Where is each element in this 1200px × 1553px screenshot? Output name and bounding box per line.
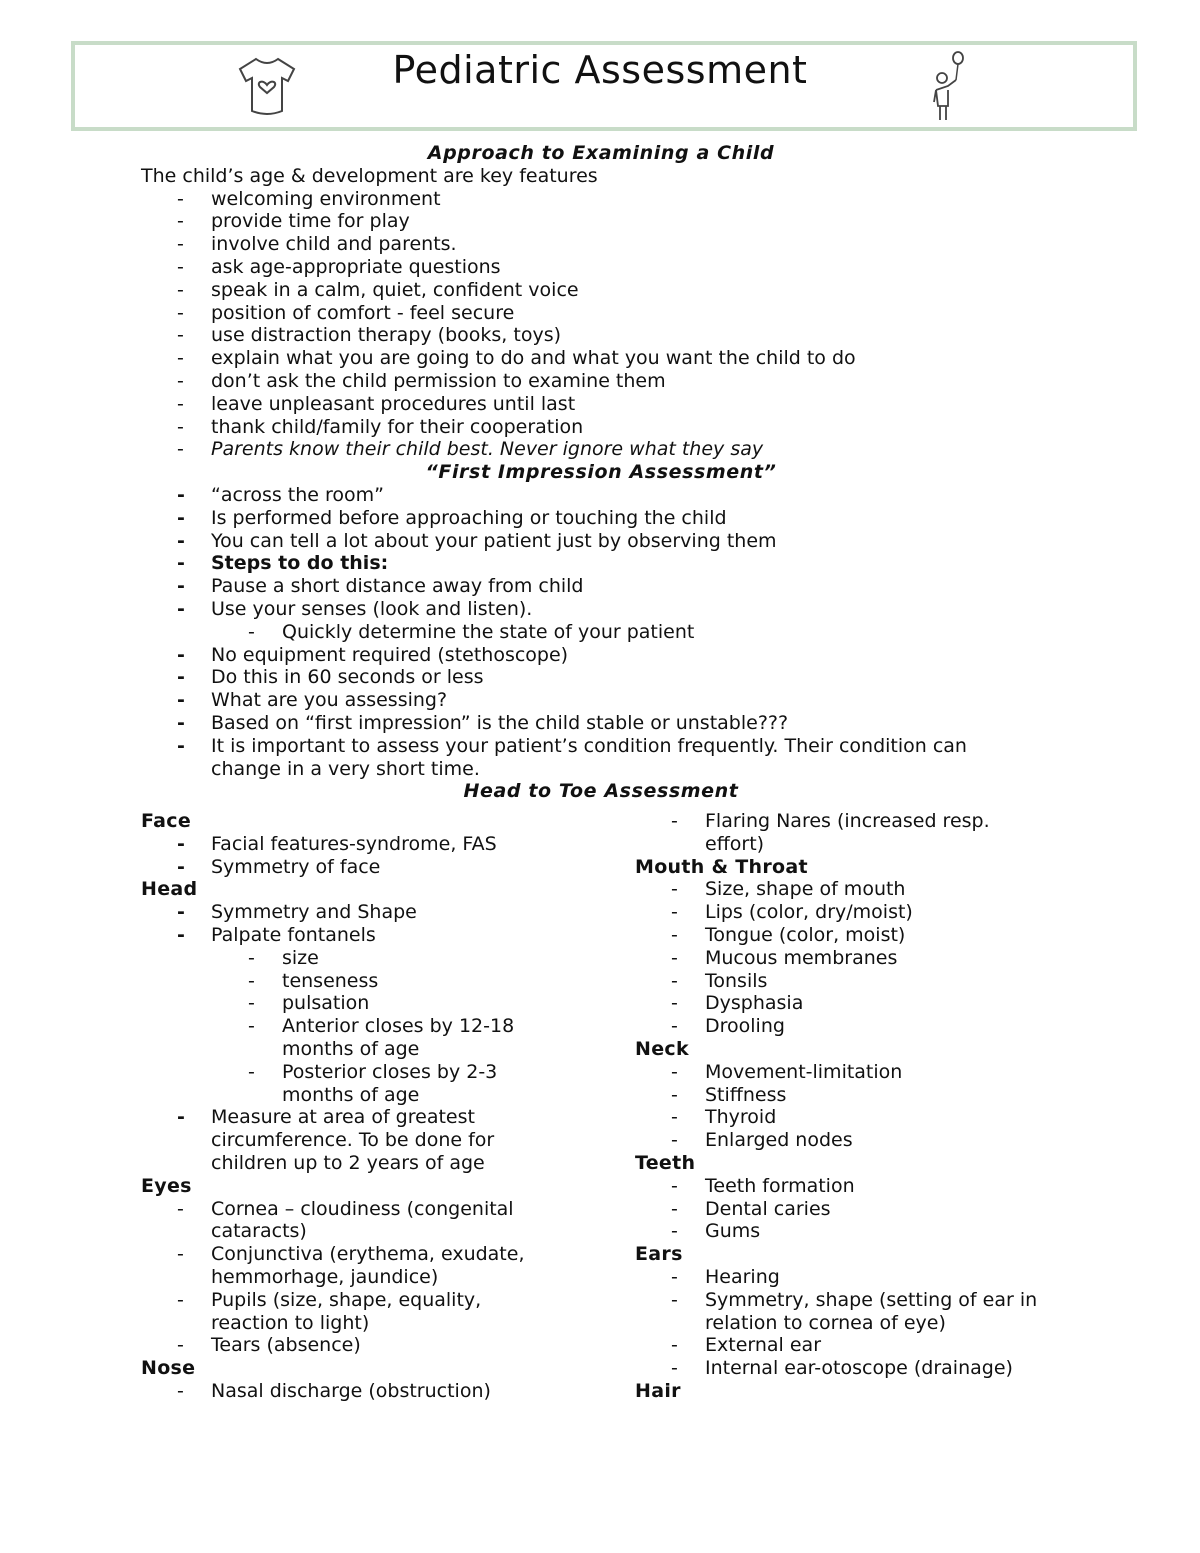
sub-list-continuation: months of age (282, 1037, 420, 1060)
category-eyes: Eyes (141, 1174, 192, 1197)
list-item-continuation: reaction to light) (211, 1311, 370, 1334)
list-item: - Dental caries (671, 1197, 831, 1220)
list-item: - Is performed before approaching or touching the child (177, 506, 727, 529)
category-face: Face (141, 810, 192, 832)
sub-list-item: - Posterior closes by 2-3 (248, 1060, 498, 1083)
page-title: Pediatric Assessment (392, 48, 808, 92)
category-neck: Neck (635, 1037, 689, 1060)
list-item: - Drooling (671, 1015, 785, 1038)
list-item: - No equipment required (stethoscope) (177, 643, 569, 666)
list-item: - Steps to do this: (177, 552, 389, 575)
list-item: - provide time for play (177, 210, 410, 233)
section-heading-first-impression: “First Impression Assessment” (425, 461, 777, 484)
sub-list-item: - Anterior closes by 12-18 (248, 1015, 515, 1038)
category-hair: Hair (635, 1379, 681, 1402)
list-item: - Cornea – cloudiness (congenital (177, 1197, 514, 1220)
list-item: - Based on “first impression” is the child stable or unstable??? (177, 711, 789, 734)
left-column (141, 810, 621, 1403)
list-item: - Symmetry and Shape (177, 901, 417, 924)
document-body (141, 142, 1061, 803)
list-item: - Pupils (size, shape, equality, (177, 1288, 482, 1311)
list-item: - use distraction therapy (books, toys) (177, 324, 562, 347)
list-item: - Use your senses (look and listen). (177, 597, 533, 620)
section-heading-head-to-toe: Head to Toe Assessment (463, 780, 739, 803)
list-item: - Flaring Nares (increased resp. (671, 810, 990, 832)
list-item-continuation: hemmorhage, jaundice) (211, 1265, 439, 1288)
category-head: Head (141, 878, 198, 901)
sub-list-item: - Quickly determine the state of your patient (248, 620, 695, 643)
sub-list-continuation: months of age (282, 1083, 420, 1106)
list-item: - What are you assessing? (177, 689, 448, 712)
section-heading-approach: Approach to Examining a Child (427, 142, 775, 164)
list-item: - Teeth formation (671, 1174, 855, 1197)
sub-list-item: - tenseness (248, 969, 379, 992)
right-column (635, 810, 1115, 1403)
list-item: - Mucous membranes (671, 946, 898, 969)
list-item: - position of comfort - feel secure (177, 301, 515, 324)
list-item: - involve child and parents. (177, 233, 457, 256)
list-item: - Symmetry of face (177, 855, 381, 878)
list-item: - Conjunctiva (erythema, exudate, (177, 1243, 525, 1266)
sub-list-item: - pulsation (248, 992, 370, 1015)
list-item: - Stiffness (671, 1083, 787, 1106)
list-item: - Internal ear-otoscope (drainage) (671, 1357, 1013, 1380)
list-item: - Tongue (color, moist) (671, 923, 906, 946)
list-item: - Facial features-syndrome, FAS (177, 832, 497, 855)
list-item: - Nasal discharge (obstruction) (177, 1379, 491, 1402)
list-item: - thank child/family for their cooperation (177, 415, 584, 438)
list-item: - Pause a short distance away from child (177, 575, 584, 598)
list-item: - Tears (absence) (177, 1334, 361, 1357)
list-item: - Measure at area of greatest (177, 1106, 475, 1129)
list-item: - Palpate fontanels (177, 923, 376, 946)
list-item: - explain what you are going to do and what you want the child to do (177, 347, 856, 370)
category-teeth: Teeth (635, 1151, 696, 1174)
list-item: - ask age-appropriate questions (177, 255, 501, 278)
list-item: - leave unpleasant procedures until last (177, 392, 576, 415)
list-item-continuation: effort) (705, 832, 765, 855)
list-item: - Movement-limitation (671, 1060, 903, 1083)
list-item: - Parents know their child best. Never ignore what they say (177, 438, 764, 461)
list-item: - You can tell a lot about your patient just by observing them (177, 529, 777, 552)
list-item: - don’t ask the child permission to examine them (177, 369, 666, 392)
list-item-continuation: relation to cornea of eye) (705, 1311, 946, 1334)
list-item-continuation: change in a very short time. (211, 757, 480, 780)
list-item-continuation: cataracts) (211, 1220, 307, 1243)
list-item: - Do this in 60 seconds or less (177, 666, 484, 689)
list-item: - welcoming environment (177, 187, 441, 210)
list-item: - Tonsils (671, 969, 768, 992)
category-nose: Nose (141, 1357, 196, 1380)
list-item: - Size, shape of mouth (671, 878, 906, 901)
category-mouth-throat: Mouth & Throat (635, 855, 808, 878)
list-item: - Enlarged nodes (671, 1129, 853, 1152)
sub-list-item: - size (248, 946, 319, 969)
list-item: - “across the room” (177, 483, 385, 506)
list-item-continuation: circumference. To be done for (211, 1129, 495, 1152)
list-item-continuation: children up to 2 years of age (211, 1151, 485, 1174)
list-item: - External ear (671, 1334, 822, 1357)
list-item: - Hearing (671, 1265, 780, 1288)
list-item: - Symmetry, shape (setting of ear in (671, 1288, 1038, 1311)
list-item: - Dysphasia (671, 992, 804, 1015)
intro-text: The child’s age & development are key features (141, 164, 598, 187)
list-item: - Thyroid (671, 1106, 777, 1129)
list-item: - Lips (color, dry/moist) (671, 901, 913, 924)
list-item: - Gums (671, 1220, 761, 1243)
category-ears: Ears (635, 1243, 683, 1266)
list-item: - speak in a calm, quiet, confident voice (177, 278, 579, 301)
list-item: - It is important to assess your patient’s condition frequently. Their condition can (177, 734, 967, 757)
